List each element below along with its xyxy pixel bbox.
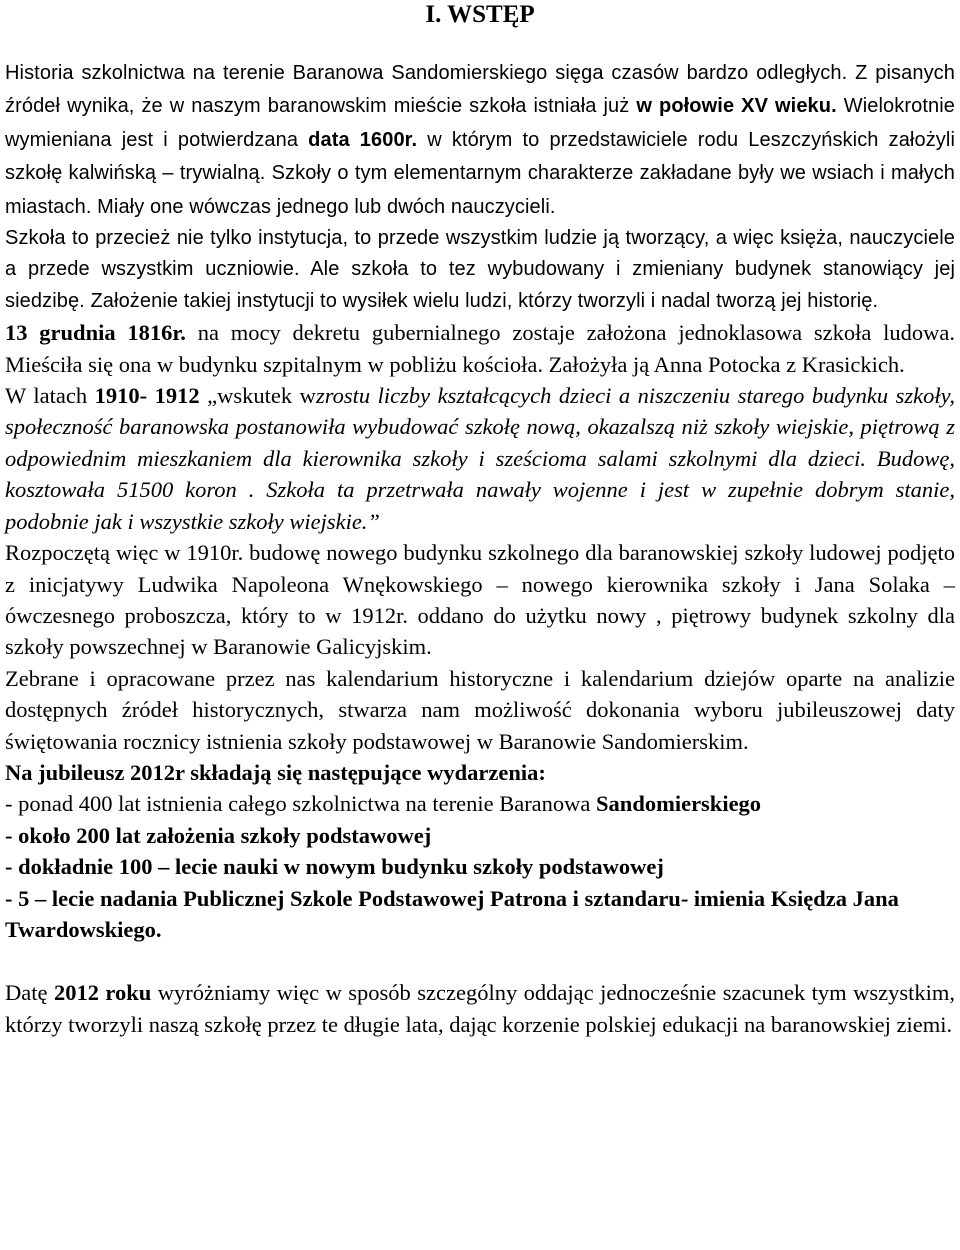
intro-text-a: Historia szkolnictwa na terenie Baranowa Sandomierskiego sięga czasów bardzo odległych. Z pisanych źródeł wynika, że w naszym baranowskim mieście szkoła istniała już bbox=[5, 62, 955, 118]
paragraph-intro bbox=[5, 56, 955, 223]
text-1910-a: W latach bbox=[5, 383, 95, 409]
closing-text-c: wyróżniamy więc w sposób szczególny oddając jednocześnie szacunek tym wszystkim, którzy tworzyli naszą szkołę przez te długie lata, dając korzenie polskiej edukacji na baranowskiej ziemi. bbox=[5, 980, 956, 1037]
closing-year: 2012 roku bbox=[53, 980, 152, 1006]
intro-text-d: data 1600r. bbox=[308, 128, 418, 151]
event-item-1-bold: Sandomierskiego bbox=[596, 791, 762, 817]
intro-text-e: w którym to przedstawiciele rodu Leszczyńskich założyli szkołę kalwińską – trywialną. Szkoły o tym elementarnym charakterze zakładane były we wsiach i małych miastach. Miały one wówczas jednego lub dwóch nauczycieli. bbox=[5, 128, 955, 218]
events-heading: Na jubileusz 2012r składają się następujące wydarzenia: bbox=[5, 759, 546, 785]
date-1816: 13 grudnia 1816r. bbox=[5, 320, 186, 346]
event-item-4: - 5 – lecie nadania Publicznej Szkole Podstawowej Patrona i sztandaru- imienia Księdza Jana Twardowskiego. bbox=[5, 885, 899, 942]
text-1816: na mocy dekretu gubernialnego zostaje założona jednoklasowa szkoła ludowa. Mieściła się ona w budynku szpitalnym w pobliżu kościoła. Założyła ją Anna Potocka z Krasickich. bbox=[5, 320, 956, 377]
paragraph-1910 bbox=[5, 380, 955, 537]
paragraph-construction: Rozpoczętą więc w 1910r. budowę nowego budynku szkolnego dla baranowskiej szkoły ludowej podjęto z inicjatywy Ludwika Napoleona Wnękowskiego – nowego kierownika szkoły i Jana Solaka – ówczesnego proboszcza, który to w 1912r. oddano do użytku nowy , piętrowy budynek szkolny dla szkoły powszechnej w Baranowie Galicyjskim. bbox=[5, 540, 955, 660]
intro-text-c: Wielokrotnie wymieniana jest i potwierdzana bbox=[5, 95, 955, 151]
event-item-1 bbox=[5, 788, 955, 819]
document-page bbox=[5, 0, 955, 1040]
quote-1910: zrostu liczby kształcących dzieci a niszczeniu starego budynku szkoły, społeczność baranowska postanowiła wybudować szkołę nową, okazalszą niż szkoły wiejskie, piętrową z odpowiednim mieszkaniem dla kierownika szkoły i sześcioma salami szkolnymi dla dzieci. Budowę, kosztowała 51500 koron . Szkoła ta przetrwała nawały wojenne i jest w zupełnie dobrym stanie, podobnie jak i wszystkie szkoły wiejskie.” bbox=[5, 383, 956, 534]
paragraph-closing bbox=[5, 977, 955, 1040]
paragraph-school-people: Szkoła to przecież nie tylko instytucja, to przede wszystkim ludzie ją tworzący, a więc księża, nauczyciele a przede wszystkim uczniowie. Ale szkoła to tez wybudowany i zmieniany budynek stanowiący jej siedzibę. Założenie takiej instytucji to wysiłek wielu ludzi, którzy tworzyli i nadal tworzą jej historię. bbox=[5, 227, 955, 312]
text-1910-c: „wskutek w bbox=[199, 383, 316, 409]
date-1910-1912: 1910- 1912 bbox=[94, 383, 200, 409]
page-title: I. WSTĘP bbox=[425, 1, 535, 28]
paragraph-calendar: Zebrane i opracowane przez nas kalendarium historyczne i kalendarium dziejów oparte na analizie dostępnych źródeł historycznych, stwarza nam możliwość dokonania wyboru jubileuszowej daty świętowania rocznicy istnienia szkoły podstawowej w Baranowie Sandomierskim. bbox=[5, 665, 955, 754]
intro-text-b: w połowie XV wieku. bbox=[636, 95, 837, 118]
event-item-3: - dokładnie 100 – lecie nauki w nowym budynku szkoły podstawowej bbox=[5, 854, 664, 880]
paragraph-1816 bbox=[5, 317, 955, 380]
event-item-1-text: - ponad 400 lat istnienia całego szkolnictwa na terenie Baranowa bbox=[5, 791, 597, 817]
event-item-2: - około 200 lat założenia szkoły podstawowej bbox=[5, 822, 432, 848]
closing-text-a: Datę bbox=[5, 980, 54, 1006]
